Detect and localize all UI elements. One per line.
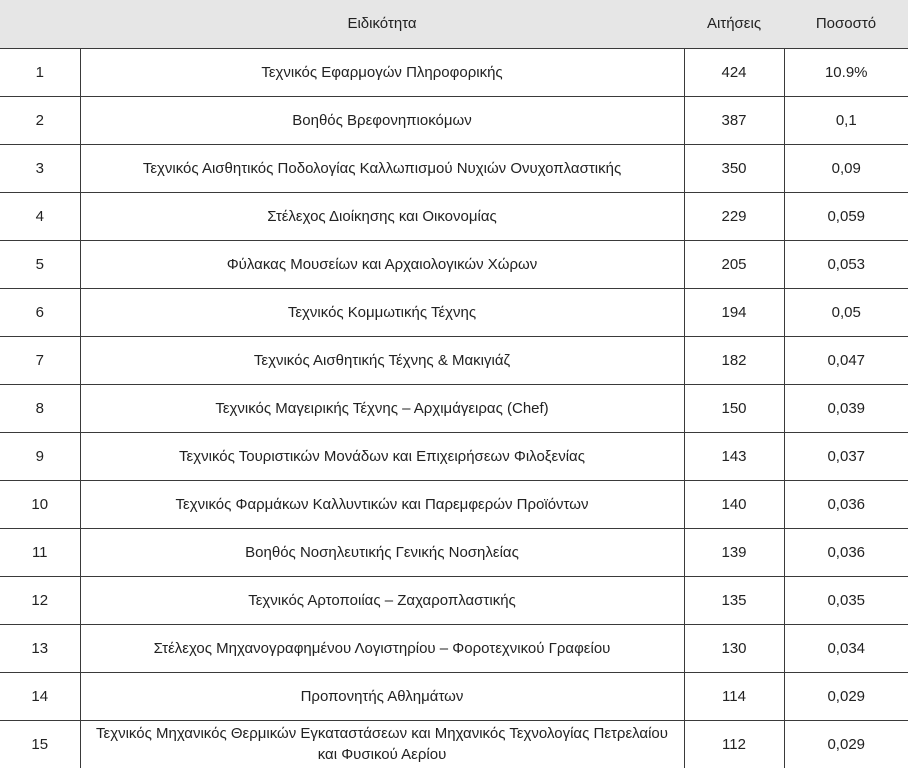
row-specialty: Τεχνικός Τουριστικών Μονάδων και Επιχειρήσεων Φιλοξενίας — [80, 432, 684, 480]
row-percentage: 0,034 — [784, 624, 908, 672]
header-applications: Αιτήσεις — [706, 15, 762, 33]
row-percentage: 0,029 — [784, 720, 908, 768]
row-specialty: Τεχνικός Αισθητικής Τέχνης & Μακιγιάζ — [80, 336, 684, 384]
row-applications: 139 — [684, 528, 784, 576]
row-percentage: 0,1 — [784, 96, 908, 144]
table-row — [0, 624, 908, 672]
header-row — [0, 0, 908, 48]
row-specialty: Τεχνικός Εφαρμογών Πληροφορικής — [80, 48, 684, 96]
row-index: 9 — [0, 432, 80, 480]
row-percentage: 0,059 — [784, 192, 908, 240]
table-row — [0, 144, 908, 192]
row-percentage: 0,035 — [784, 576, 908, 624]
row-specialty: Φύλακας Μουσείων και Αρχαιολογικών Χώρων — [80, 240, 684, 288]
row-index: 15 — [0, 720, 80, 768]
row-index: 1 — [0, 48, 80, 96]
row-applications: 424 — [684, 48, 784, 96]
row-specialty: Τεχνικός Αισθητικός Ποδολογίας Καλλωπισμού Νυχιών Ονυχοπλαστικής — [80, 144, 684, 192]
table-row — [0, 48, 908, 96]
table-row — [0, 96, 908, 144]
row-specialty: Βοηθός Βρεφονηπιοκόμων — [80, 96, 684, 144]
row-percentage: 0,053 — [784, 240, 908, 288]
row-percentage: 0,036 — [784, 480, 908, 528]
row-percentage: 0,029 — [784, 672, 908, 720]
row-index: 5 — [0, 240, 80, 288]
row-specialty: Τεχνικός Κομμωτικής Τέχνης — [80, 288, 684, 336]
table-row — [0, 528, 908, 576]
row-index: 10 — [0, 480, 80, 528]
row-percentage: 0,05 — [784, 288, 908, 336]
row-applications: 182 — [684, 336, 784, 384]
row-index: 7 — [0, 336, 80, 384]
row-index: 8 — [0, 384, 80, 432]
row-percentage: 0,037 — [784, 432, 908, 480]
table-row — [0, 240, 908, 288]
table-row — [0, 480, 908, 528]
row-applications: 140 — [684, 480, 784, 528]
row-specialty: Βοηθός Νοσηλευτικής Γενικής Νοσηλείας — [80, 528, 684, 576]
row-index: 12 — [0, 576, 80, 624]
row-applications: 229 — [684, 192, 784, 240]
row-percentage: 0,09 — [784, 144, 908, 192]
table-row — [0, 672, 908, 720]
row-specialty: Τεχνικός Μαγειρικής Τέχνης – Αρχιμάγειρας (Chef) — [80, 384, 684, 432]
row-percentage: 0,036 — [784, 528, 908, 576]
row-specialty: Στέλεχος Διοίκησης και Οικονομίας — [80, 192, 684, 240]
row-applications: 114 — [684, 672, 784, 720]
table-row — [0, 192, 908, 240]
row-specialty: Στέλεχος Μηχανογραφημένου Λογιστηρίου – Φοροτεχνικού Γραφείου — [80, 624, 684, 672]
row-index: 4 — [0, 192, 80, 240]
row-index: 2 — [0, 96, 80, 144]
table-row — [0, 336, 908, 384]
row-applications: 135 — [684, 576, 784, 624]
row-applications: 143 — [684, 432, 784, 480]
header-specialty: Ειδικότητα — [347, 15, 417, 33]
header-percentage: Ποσοστό — [815, 15, 877, 33]
row-applications: 130 — [684, 624, 784, 672]
row-index: 13 — [0, 624, 80, 672]
row-index: 11 — [0, 528, 80, 576]
row-percentage: 10.9% — [784, 48, 908, 96]
header-index — [0, 0, 80, 48]
table-row — [0, 576, 908, 624]
table-row — [0, 288, 908, 336]
row-applications: 205 — [684, 240, 784, 288]
row-index: 6 — [0, 288, 80, 336]
row-applications: 387 — [684, 96, 784, 144]
row-applications: 150 — [684, 384, 784, 432]
table-header — [0, 0, 908, 48]
row-index: 14 — [0, 672, 80, 720]
row-index: 3 — [0, 144, 80, 192]
table-body — [0, 48, 908, 768]
row-specialty: Τεχνικός Μηχανικός Θερμικών Εγκαταστάσεων και Μηχανικός Τεχνολογίας Πετρελαίου και Φυσικού Αερίου — [80, 720, 684, 768]
row-specialty: Τεχνικός Αρτοποιίας – Ζαχαροπλαστικής — [80, 576, 684, 624]
row-specialty: Τεχνικός Φαρμάκων Καλλυντικών και Παρεμφερών Προϊόντων — [80, 480, 684, 528]
row-specialty: Προπονητής Αθλημάτων — [80, 672, 684, 720]
row-percentage: 0,047 — [784, 336, 908, 384]
row-applications: 194 — [684, 288, 784, 336]
table-row — [0, 720, 908, 768]
row-percentage: 0,039 — [784, 384, 908, 432]
table-row — [0, 384, 908, 432]
table-row — [0, 432, 908, 480]
row-applications: 112 — [684, 720, 784, 768]
row-applications: 350 — [684, 144, 784, 192]
